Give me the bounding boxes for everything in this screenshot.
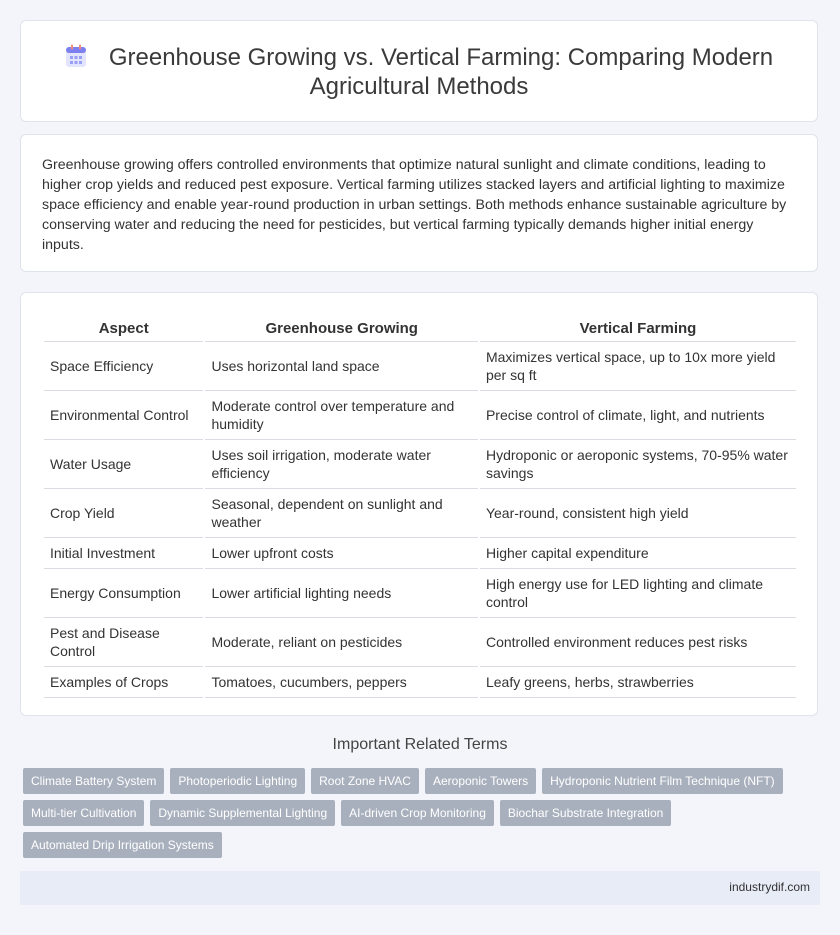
- comparison-table: [42, 313, 798, 698]
- vertical-cell: Hydroponic or aeroponic systems, 70-95% water savings: [480, 440, 796, 489]
- table-row: [44, 618, 796, 667]
- related-term-tag[interactable]: Aeroponic Towers: [425, 768, 536, 794]
- footer: [20, 871, 820, 905]
- greenhouse-cell: Moderate control over temperature and humidity: [205, 391, 477, 440]
- comparison-card: [20, 292, 818, 716]
- aspect-cell: Crop Yield: [44, 489, 203, 538]
- greenhouse-cell: Lower artificial lighting needs: [205, 569, 477, 618]
- greenhouse-cell: Uses horizontal land space: [205, 342, 477, 391]
- title-line-1: Greenhouse Growing vs. Vertical Farming: Comparing Modern: [108, 44, 774, 71]
- greenhouse-cell: Tomatoes, cucumbers, peppers: [205, 667, 477, 698]
- table-row: [44, 391, 796, 440]
- related-terms-list: [23, 768, 813, 864]
- vertical-cell: Year-round, consistent high yield: [480, 489, 796, 538]
- intro-paragraph: Greenhouse growing offers controlled environments that optimize natural sunlight and climate conditions, leading to higher crop yields and reduced pest exposure. Vertical farming utilizes stacked layers and artificial lighting to maximize space efficiency and enable year-round production in urban settings. Both methods enhance sustainable agriculture by conserving water and reducing the need for pesticides, but vertical farming typically demands higher initial energy inputs.: [42, 157, 787, 253]
- related-term-tag[interactable]: Photoperiodic Lighting: [170, 768, 305, 794]
- table-row: [44, 440, 796, 489]
- related-term-tag[interactable]: Hydroponic Nutrient Film Technique (NFT): [542, 768, 783, 794]
- aspect-cell: Energy Consumption: [44, 569, 203, 618]
- related-term-tag[interactable]: Automated Drip Irrigation Systems: [23, 832, 222, 858]
- calendar-grid-icon: [65, 44, 87, 68]
- related-term-tag[interactable]: Climate Battery System: [23, 768, 164, 794]
- table-row: [44, 538, 796, 569]
- vertical-cell: Leafy greens, herbs, strawberries: [480, 667, 796, 698]
- table-row: [44, 667, 796, 698]
- title-card: [20, 20, 818, 122]
- vertical-cell: Maximizes vertical space, up to 10x more yield per sq ft: [480, 342, 796, 391]
- site-name[interactable]: industrydif.com: [729, 880, 810, 894]
- table-row: [44, 569, 796, 618]
- aspect-cell: Examples of Crops: [44, 667, 203, 698]
- related-term-tag[interactable]: AI-driven Crop Monitoring: [341, 800, 494, 826]
- header-vertical: Vertical Farming: [480, 313, 796, 342]
- vertical-cell: High energy use for LED lighting and climate control: [480, 569, 796, 618]
- greenhouse-cell: Uses soil irrigation, moderate water efficiency: [205, 440, 477, 489]
- vertical-cell: Precise control of climate, light, and nutrients: [480, 391, 796, 440]
- page-title: [21, 43, 817, 101]
- table-row: [44, 342, 796, 391]
- related-terms-title: Important Related Terms: [332, 736, 508, 753]
- intro-card: [20, 134, 818, 272]
- greenhouse-cell: Lower upfront costs: [205, 538, 477, 569]
- table-header-row: [44, 313, 796, 342]
- related-term-tag[interactable]: Root Zone HVAC: [311, 768, 419, 794]
- aspect-cell: Initial Investment: [44, 538, 203, 569]
- greenhouse-cell: Moderate, reliant on pesticides: [205, 618, 477, 667]
- greenhouse-cell: Seasonal, dependent on sunlight and weather: [205, 489, 477, 538]
- title-line-2: Agricultural Methods: [309, 73, 529, 100]
- vertical-cell: Controlled environment reduces pest risks: [480, 618, 796, 667]
- header-greenhouse: Greenhouse Growing: [205, 313, 477, 342]
- header-aspect: Aspect: [44, 313, 203, 342]
- related-term-tag[interactable]: Multi-tier Cultivation: [23, 800, 144, 826]
- related-term-tag[interactable]: Dynamic Supplemental Lighting: [150, 800, 335, 826]
- related-term-tag[interactable]: Biochar Substrate Integration: [500, 800, 671, 826]
- aspect-cell: Space Efficiency: [44, 342, 203, 391]
- aspect-cell: Environmental Control: [44, 391, 203, 440]
- aspect-cell: Pest and Disease Control: [44, 618, 203, 667]
- vertical-cell: Higher capital expenditure: [480, 538, 796, 569]
- table-row: [44, 489, 796, 538]
- aspect-cell: Water Usage: [44, 440, 203, 489]
